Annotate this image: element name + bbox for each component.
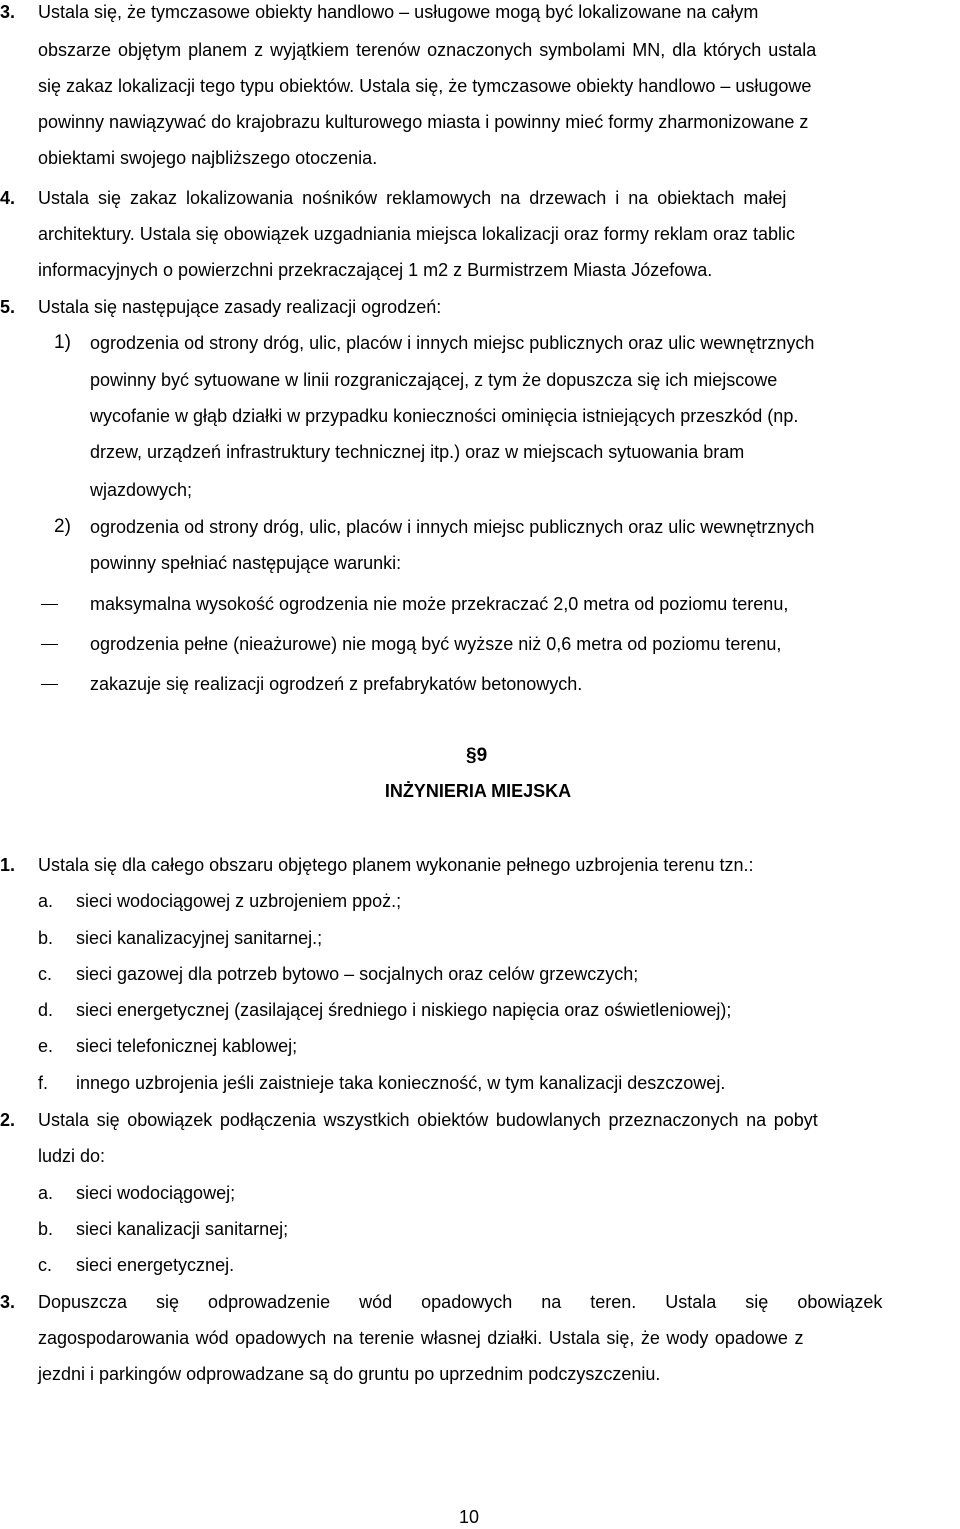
section-4-line-3: informacyjnych o powierzchni przekraczającej 1 m2 z Burmistrzem Miasta Józefowa. xyxy=(38,260,713,280)
ch-1-item-label: c. xyxy=(38,964,53,984)
section-3-line-2: obszarze objętym planem z wyjątkiem terenów oznaczonych symbolami MN, dla których ustala xyxy=(38,40,817,60)
section-3-line-4: powinny nawiązywać do krajobrazu kulturowego miasta i powinny mieć formy zharmonizowane z xyxy=(38,112,809,132)
ch-1-item-label: a. xyxy=(38,891,54,911)
ch-2-item-text: sieci energetycznej. xyxy=(76,1255,235,1275)
ch-2-item-label: a. xyxy=(38,1183,54,1203)
ch-1-item-text: sieci kanalizacyjnej sanitarnej.; xyxy=(76,928,323,948)
ch-1-intro: Ustala się dla całego obszaru objętego planem wykonanie pełnego uzbrojenia terenu tzn.: xyxy=(38,855,754,875)
ch-1-number: 1. xyxy=(0,855,16,875)
section-4-line-1: Ustala się zakaz lokalizowania nośników reklamowych na drzewach i na obiektach małej xyxy=(38,188,787,208)
ch-1-item-text: innego uzbrojenia jeśli zaistnieje taka konieczność, w tym kanalizacji deszczowej. xyxy=(76,1073,726,1093)
ch-2-item-label: b. xyxy=(38,1219,54,1239)
chapter-title: INŻYNIERIA MIEJSKA xyxy=(384,781,572,801)
item-1-line-5: wjazdowych; xyxy=(90,480,193,500)
section-3-number: 3. xyxy=(0,2,16,22)
section-5-number: 5. xyxy=(0,297,16,317)
section-3-line-5: obiektami swojego najbliższego otoczenia. xyxy=(38,148,378,168)
item-1-line-2: powinny być sytuowane w linii rozgraniczającej, z tym że dopuszcza się ich miejscowe xyxy=(90,370,778,390)
dash-bullet-icon xyxy=(41,684,58,685)
ch-1-item-text: sieci gazowej dla potrzeb bytowo – socjalnych oraz celów grzewczych; xyxy=(76,964,639,984)
section-5-intro: Ustala się następujące zasady realizacji ogrodzeń: xyxy=(38,297,442,317)
dash-bullet-icon xyxy=(41,604,58,605)
section-4-number: 4. xyxy=(0,188,16,208)
ch-3-line-3: jezdni i parkingów odprowadzane są do gruntu po uprzednim podczyszczeniu. xyxy=(38,1364,661,1384)
ch-3-line-1: Dopuszcza się odprowadzenie wód opadowych na teren. Ustala się obowiązek xyxy=(38,1292,883,1312)
section-4-line-2: architektury. Ustala się obowiązek uzgadniania miejsca lokalizacji oraz formy reklam oraz tablic xyxy=(38,224,795,244)
item-1-number: 1) xyxy=(54,332,71,353)
bullet-2: ogrodzenia pełne (nieażurowe) nie mogą być wyższe niż 0,6 metra od poziomu terenu, xyxy=(90,634,782,654)
ch-1-item-label: d. xyxy=(38,1000,54,1020)
ch-1-item-label: f. xyxy=(38,1073,49,1093)
section-3-line-1: Ustala się, że tymczasowe obiekty handlowo – usługowe mogą być lokalizowane na całym xyxy=(38,2,759,22)
ch-1-item-label: b. xyxy=(38,928,54,948)
ch-2-line-2: ludzi do: xyxy=(38,1146,106,1166)
item-1-line-4: drzew, urządzeń infrastruktury technicznej itp.) oraz w miejscach sytuowania bram xyxy=(90,442,745,462)
ch-3-line-2: zagospodarowania wód opadowych na terenie własnej działki. Ustala się, że wody opadowe z xyxy=(38,1328,804,1348)
bullet-1: maksymalna wysokość ogrodzenia nie może przekraczać 2,0 metra od poziomu terenu, xyxy=(90,594,789,614)
paragraph-sign: §9 xyxy=(466,745,488,766)
item-2-line-1: ogrodzenia od strony dróg, ulic, placów i innych miejsc publicznych oraz ulic wewnętrznych xyxy=(90,517,815,537)
page-number: 10 xyxy=(458,1507,480,1527)
ch-1-item-text: sieci wodociągowej z uzbrojeniem ppoż.; xyxy=(76,891,402,911)
ch-2-item-text: sieci kanalizacji sanitarnej; xyxy=(76,1219,289,1239)
section-3-line-3: się zakaz lokalizacji tego typu obiektów. Ustala się, że tymczasowe obiekty handlowo – usługowe xyxy=(38,76,812,96)
ch-2-line-1: Ustala się obowiązek podłączenia wszystkich obiektów budowlanych przeznaczonych na pobyt xyxy=(38,1110,818,1130)
ch-1-item-text: sieci telefonicznej kablowej; xyxy=(76,1036,298,1056)
ch-2-number: 2. xyxy=(0,1110,16,1130)
ch-1-item-label: e. xyxy=(38,1036,54,1056)
bullet-3: zakazuje się realizacji ogrodzeń z prefabrykatów betonowych. xyxy=(90,674,583,694)
item-2-line-2: powinny spełniać następujące warunki: xyxy=(90,553,402,573)
item-1-line-3: wycofanie w głąb działki w przypadku konieczności ominięcia istniejących przeszkód (np. xyxy=(90,406,799,426)
ch-2-item-label: c. xyxy=(38,1255,53,1275)
ch-2-item-text: sieci wodociągowej; xyxy=(76,1183,236,1203)
item-1-line-1: ogrodzenia od strony dróg, ulic, placów i innych miejsc publicznych oraz ulic wewnętrznych xyxy=(90,333,815,353)
ch-1-item-text: sieci energetycznej (zasilającej średniego i niskiego napięcia oraz oświetleniowej); xyxy=(76,1000,732,1020)
dash-bullet-icon xyxy=(41,644,58,645)
item-2-number: 2) xyxy=(54,516,71,537)
ch-3-number: 3. xyxy=(0,1292,16,1312)
